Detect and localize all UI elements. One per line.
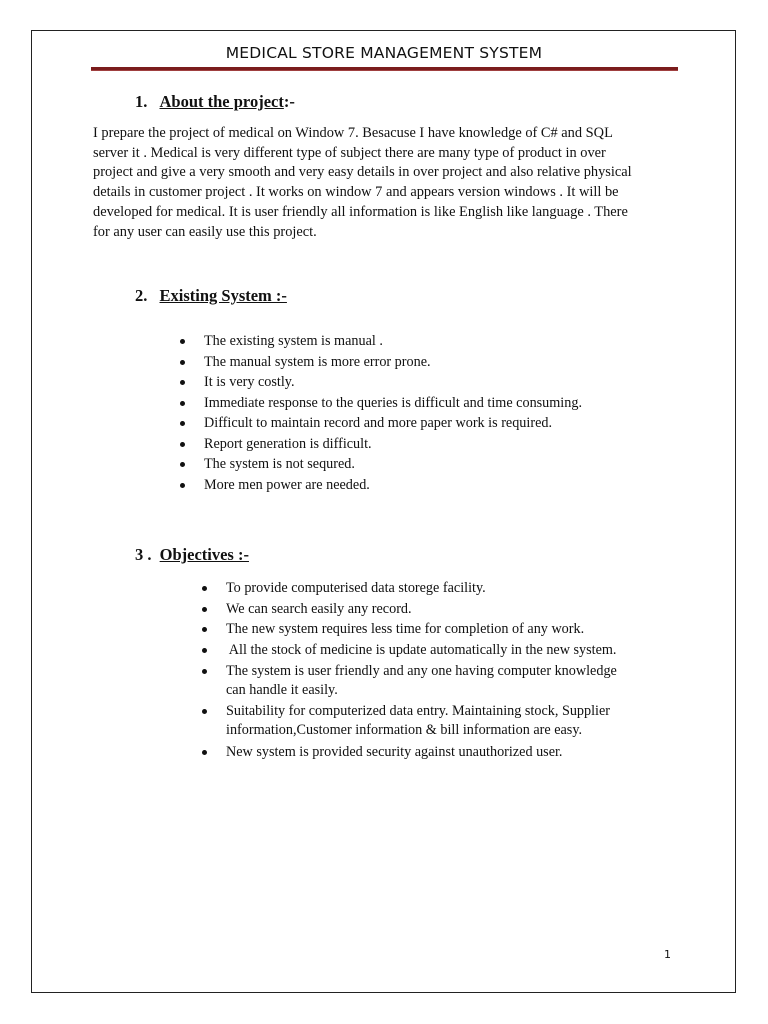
bullet-icon xyxy=(180,442,185,447)
list-item-text: To provide computerised data storege facility. xyxy=(226,580,486,596)
list-item-text-continued: information,Customer information & bill information are easy. xyxy=(226,722,583,739)
list-item xyxy=(202,702,617,741)
list-item-text: The system is not sequred. xyxy=(204,456,355,472)
section-heading-objectives xyxy=(135,545,249,565)
list-item xyxy=(202,662,617,701)
about-paragraph xyxy=(93,124,683,242)
list-item-text: Immediate response to the queries is difficult and time consuming. xyxy=(204,394,582,411)
bullet-icon xyxy=(202,627,207,632)
list-item-text: The new system requires less time for completion of any work. xyxy=(226,621,585,638)
list-item xyxy=(202,620,617,640)
list-item xyxy=(180,475,582,496)
list-item-text: The existing system is manual . xyxy=(204,333,383,349)
list-item xyxy=(180,331,582,352)
section-number: 1. xyxy=(135,92,148,111)
section-heading-existing xyxy=(135,286,287,306)
paragraph-line: for any user can easily use this project. xyxy=(93,223,317,240)
list-item-text: All the stock of medicine is update automatically in the new system. xyxy=(226,642,617,659)
section-number: 2. xyxy=(135,286,148,305)
list-item-text: Difficult to maintain record and more paper work is required. xyxy=(204,415,553,431)
bullet-icon xyxy=(202,586,207,591)
list-item xyxy=(180,352,582,373)
list-item xyxy=(202,743,617,763)
bullet-icon xyxy=(202,750,207,755)
list-item-text: New system is provided security against unauthorized user. xyxy=(226,743,563,760)
list-item xyxy=(202,579,617,599)
list-item xyxy=(202,641,617,661)
list-item xyxy=(202,600,617,620)
list-item xyxy=(180,454,582,475)
paragraph-line: details in customer project . It works on window 7 and appears version windows . It will be xyxy=(93,184,619,201)
bullet-icon xyxy=(180,462,185,467)
bullet-icon xyxy=(202,607,207,612)
bullet-icon xyxy=(180,339,185,344)
paragraph-line: project and give a very smooth and very easy details in over project and also relative physical xyxy=(93,164,632,181)
list-item-text: More men power are needed. xyxy=(204,476,370,493)
bullet-icon xyxy=(202,648,207,653)
paragraph-line: developed for medical. It is user friendly all information is like English like language . There xyxy=(93,203,628,220)
bullet-icon xyxy=(180,483,185,488)
list-item xyxy=(180,393,582,414)
section-number: 3 . xyxy=(135,545,152,564)
bullet-icon xyxy=(180,421,185,426)
list-item-text: The manual system is more error prone. xyxy=(204,353,431,370)
bullet-icon xyxy=(180,401,185,406)
list-item xyxy=(180,413,582,434)
list-item xyxy=(180,372,582,393)
list-item-text-continued: can handle it easily. xyxy=(226,682,338,699)
document-title: MEDICAL STORE MANAGEMENT SYSTEM xyxy=(225,44,543,62)
page-number: 1 xyxy=(664,948,671,961)
list-item-text: Suitability for computerized data entry. Maintaining stock, Supplier xyxy=(226,702,611,719)
list-item xyxy=(180,434,582,455)
bullet-icon xyxy=(180,360,185,365)
bullet-icon xyxy=(202,709,207,714)
section-title: Existing System :- xyxy=(159,286,287,305)
paragraph-line: server it . Medical is very different type of subject there are many type of product in over xyxy=(93,144,606,161)
title-underline-rule xyxy=(91,67,678,70)
list-item-text: It is very costly. xyxy=(204,374,295,390)
section-title: Objectives :- xyxy=(159,545,249,564)
list-item-text: We can search easily any record. xyxy=(226,600,412,617)
bullet-icon xyxy=(202,669,207,674)
bullet-icon xyxy=(180,380,185,385)
section-heading-about xyxy=(135,92,295,112)
paragraph-line: I prepare the project of medical on Window 7. Besacuse I have knowledge of C# and SQL xyxy=(93,125,613,141)
section-title: About the project xyxy=(159,92,284,111)
list-item-text: Report generation is difficult. xyxy=(204,435,372,452)
existing-system-list xyxy=(180,331,582,495)
section-title-suffix: :- xyxy=(283,92,295,111)
list-item-text: The system is user friendly and any one having computer knowledge xyxy=(226,662,617,679)
objectives-list xyxy=(202,579,617,764)
